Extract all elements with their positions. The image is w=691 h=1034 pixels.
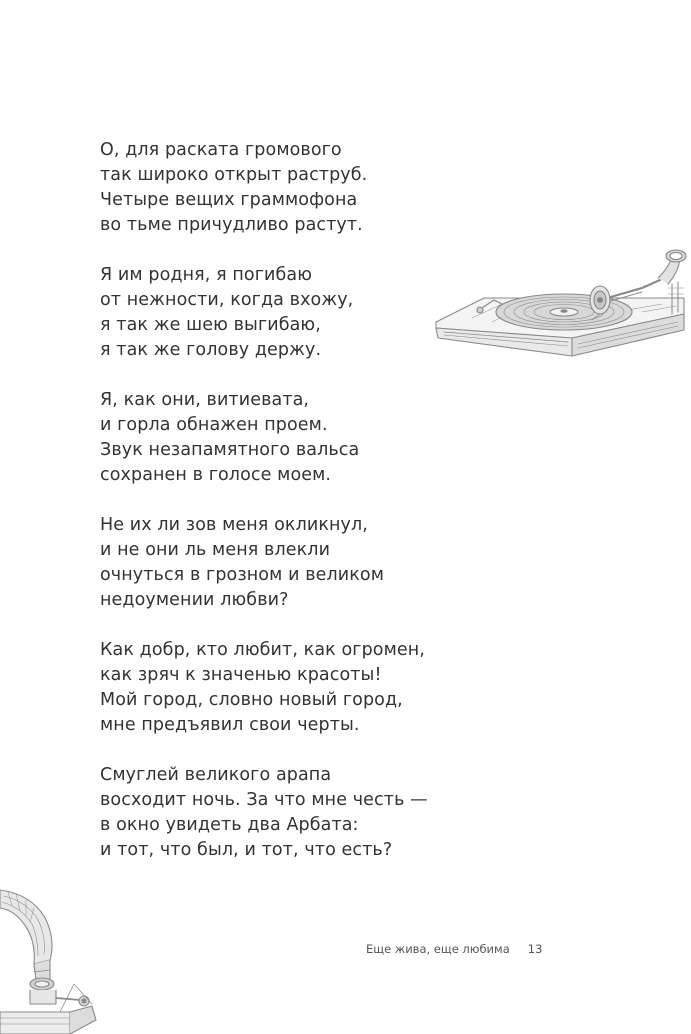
poem-line: я так же голову держу. — [100, 340, 322, 360]
poem-line: Не их ли зов меня окликнул, — [100, 515, 368, 535]
poem-line: и тот, что был, и тот, что есть? — [100, 840, 393, 860]
poem-line: очнуться в грозном и великом — [100, 565, 385, 585]
poem-line: в окно увидеть два Арбата: — [100, 815, 359, 835]
poem-line: О, для раската громового — [100, 140, 342, 160]
poem-line: во тьме причудливо растут. — [100, 215, 363, 235]
poem-line: Звук незапамятного вальса — [100, 440, 360, 460]
stanza — [100, 138, 520, 238]
poem-line: восходит ночь. За что мне честь — — [100, 790, 428, 810]
page-footer — [366, 942, 542, 956]
poem-line: Четыре вещих граммофона — [100, 190, 358, 210]
poem-line: Как добр, кто любит, как огромен, — [100, 640, 425, 660]
poem-line: сохранен в голосе моем. — [100, 465, 332, 485]
stanza — [100, 388, 520, 488]
poem-line: так широко открыт раструб. — [100, 165, 368, 185]
poem-line: от нежности, когда вхожу, — [100, 290, 354, 310]
poem-line: Смуглей великого арапа — [100, 765, 332, 785]
stanza — [100, 513, 520, 613]
poem-line: Я им родня, я погибаю — [100, 265, 313, 285]
poem-line: как зряч к значенью красоты! — [100, 665, 382, 685]
poem-line: недоумении любви? — [100, 590, 289, 610]
poem-line: Мой город, словно новый город, — [100, 690, 403, 710]
poem-line: и горла обнажен проем. — [100, 415, 328, 435]
stanza — [100, 763, 520, 863]
stanza — [100, 638, 520, 738]
gramophone-illustration — [432, 248, 691, 364]
gramophone-horn-illustration — [0, 880, 100, 1034]
poem-line: мне предъявил свои черты. — [100, 715, 360, 735]
book-title: Еще жива, еще любима — [366, 942, 510, 956]
poem-line: и не они ль меня влекли — [100, 540, 331, 560]
page-number: 13 — [527, 942, 543, 956]
poem-line: Я, как они, витиевата, — [100, 390, 310, 410]
poem-line: я так же шею выгибаю, — [100, 315, 321, 335]
